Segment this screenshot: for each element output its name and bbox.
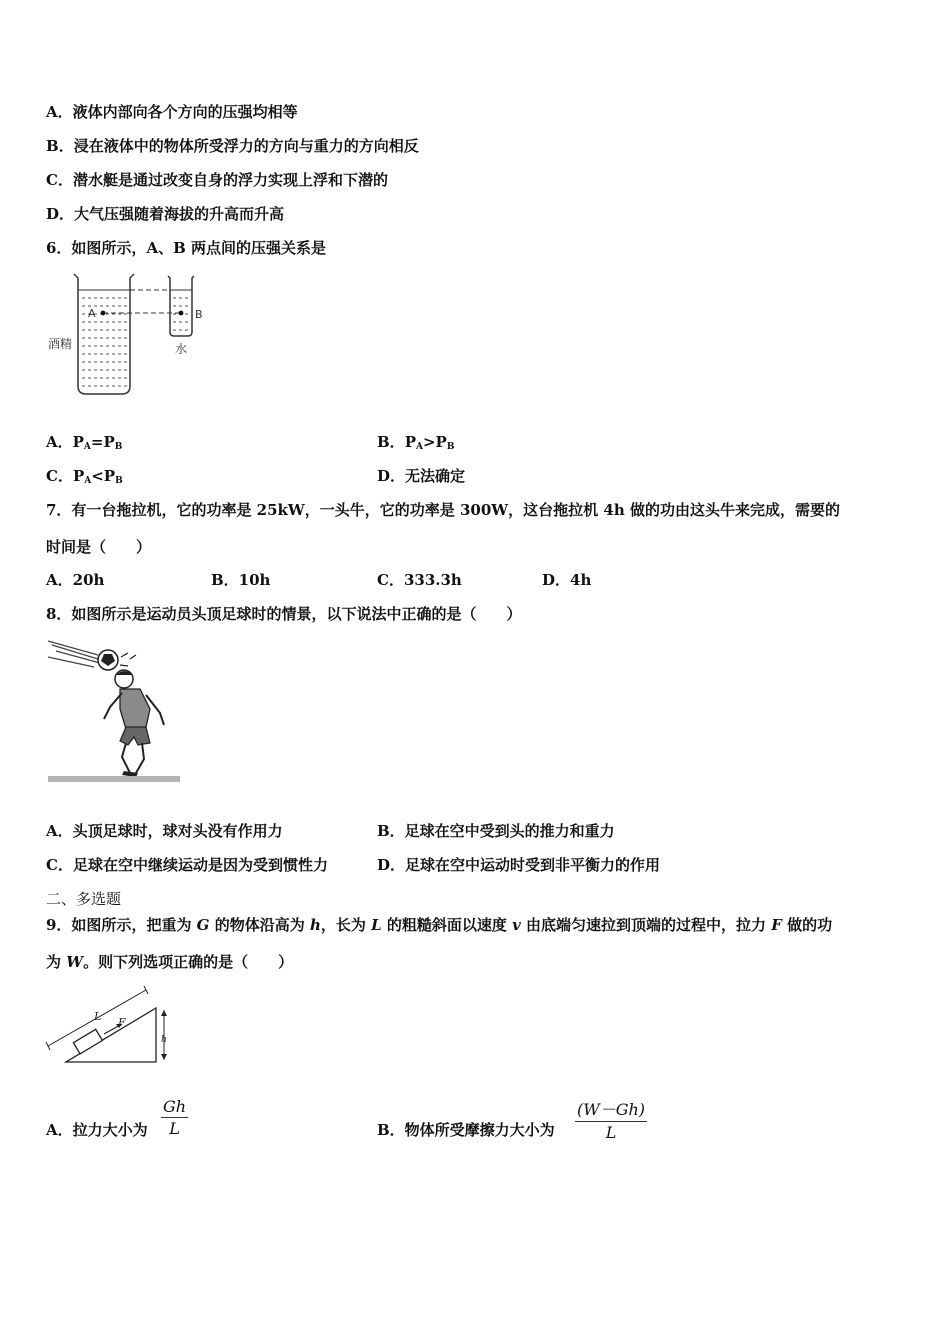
large-beaker: [74, 274, 134, 394]
relation: <: [91, 467, 104, 485]
q5-option-c: C．潜水艇是通过改变自身的浮力实现上浮和下潜的: [46, 171, 388, 189]
stem-text: 9．如图所示，把重为: [46, 916, 197, 934]
section-heading-multiple-choice: 二、多选题: [46, 890, 122, 908]
player-shirt: [120, 689, 150, 729]
q7-stem-line1: 7．有一台拖拉机，它的功率是 25kW，一头牛，它的功率是 300W，这台拖拉机 4h 做的功由这头牛来完成，需要的: [46, 501, 840, 519]
q6-option-c: [46, 466, 123, 491]
q9-option-b-label: B．物体所受摩擦力大小为: [377, 1121, 555, 1139]
var-f: F: [771, 916, 782, 934]
point-b-dot: [179, 311, 184, 316]
height-arrow-top: [161, 1010, 167, 1016]
impact-marks: [120, 653, 136, 666]
pressure-symbol: P: [72, 433, 84, 451]
q7-option-d: D．4h: [542, 571, 592, 589]
subscript: A: [83, 442, 91, 452]
relation: =: [90, 433, 104, 451]
option-text: 潜水艇是通过改变自身的浮力实现上浮和下潜的: [72, 171, 388, 189]
relation: >: [422, 433, 436, 451]
var-g: G: [196, 916, 210, 934]
stem-text: 为: [46, 953, 67, 971]
q9-stem-line2: [46, 952, 293, 972]
q7-option-a: A．20h: [46, 571, 105, 589]
player-shorts: [120, 727, 150, 745]
q8-stem: 8．如图所示是运动员头顶足球时的情景，以下说法中正确的是（ ）: [46, 605, 522, 623]
option-key: A: [46, 103, 58, 121]
length-label: L: [94, 1010, 102, 1023]
stem-text: 的粗糙斜面以速度: [381, 916, 513, 934]
q5-option-d: D．大气压强随着海拔的升高而升高: [46, 205, 285, 223]
q6-option-b: [377, 432, 454, 457]
q9-option-b-fraction: [575, 1097, 647, 1142]
fraction-numerator: (W－Gh): [575, 1097, 647, 1122]
q8-option-d: D．足球在空中运动时受到非平衡力的作用: [377, 856, 661, 874]
option-key: C．: [46, 467, 73, 485]
player-left-arm: [104, 693, 122, 719]
water-label: 水: [175, 342, 188, 356]
player-right-leg: [136, 743, 144, 773]
q9-option-a-label: A．拉力大小为: [46, 1121, 148, 1139]
height-arrow-bottom: [161, 1054, 167, 1060]
q8-option-c: C．足球在空中继续运动是因为受到惯性力: [46, 856, 328, 874]
q8-header-figure: [46, 635, 182, 785]
pressure-symbol: P: [72, 467, 85, 485]
length-tick-start: [46, 1042, 50, 1050]
q5-option-a: A．液体内部向各个方向的压强均相等: [46, 103, 298, 121]
stem-text: 的物体沿高为: [209, 916, 310, 934]
q6-option-d: [377, 466, 465, 486]
option-key: D．: [377, 467, 406, 485]
option-text: 大气压强随着海拔的升高而升高: [74, 205, 285, 223]
stem-text: 做的功: [781, 916, 833, 934]
alcohol-label: 酒精: [48, 337, 73, 351]
option-key: B: [46, 137, 59, 155]
pressure-symbol: P: [435, 433, 447, 451]
q8-option-b: B．足球在空中受到头的推力和重力: [377, 822, 615, 840]
fraction-denominator: L: [605, 1123, 617, 1142]
option-key: D: [46, 205, 60, 223]
option-text: 无法确定: [405, 467, 466, 485]
option-text: 浸在液体中的物体所受浮力的方向与重力的方向相反: [73, 137, 419, 155]
q6-option-a: [46, 432, 122, 457]
ground: [48, 776, 180, 782]
q8-option-a: A．头顶足球时，球对头没有作用力: [46, 822, 283, 840]
q7-option-b: B．10h: [211, 571, 271, 589]
stem-text: 由底端匀速拉到顶端的过程中，拉力: [520, 916, 772, 934]
point-a-dot: [101, 311, 106, 316]
q7-stem-line2: 时间是（ ）: [46, 538, 152, 556]
length-tick-end: [144, 986, 148, 994]
option-key: A．: [46, 433, 73, 451]
q9-stem-line1: [46, 915, 832, 935]
force-label: F: [118, 1016, 126, 1029]
subscript: B: [115, 476, 123, 486]
option-text: 液体内部向各个方向的压强均相等: [72, 103, 298, 121]
q7-option-c: C．333.3h: [377, 571, 462, 589]
point-a-label: A: [88, 307, 96, 320]
fraction-numerator: Gh: [163, 1097, 187, 1116]
player-left-leg: [122, 743, 130, 773]
block: [73, 1029, 102, 1054]
q6-stem: 6．如图所示，A、B 两点间的压强关系是: [46, 239, 326, 257]
stem-text: ，长为: [320, 916, 372, 934]
option-key: B．: [377, 433, 405, 451]
subscript: B: [114, 442, 123, 452]
option-key: C: [46, 171, 58, 189]
fraction-denominator: L: [169, 1119, 180, 1138]
height-label: h: [161, 1035, 167, 1045]
q5-option-b: B．浸在液体中的物体所受浮力的方向与重力的方向相反: [46, 137, 419, 155]
pressure-symbol: P: [103, 433, 115, 451]
var-l: L: [371, 916, 382, 934]
subscript: A: [84, 476, 92, 486]
q9-option-a-fraction: [161, 1097, 188, 1138]
q9-incline-figure: [44, 984, 176, 1070]
stem-text: 。则下列选项正确的是（ ）: [83, 953, 294, 971]
var-v: v: [512, 916, 521, 934]
pressure-symbol: P: [404, 433, 416, 451]
pressure-symbol: P: [103, 467, 116, 485]
var-h: h: [309, 916, 321, 934]
ball-motion-lines: [48, 641, 100, 667]
var-w: W: [66, 953, 84, 971]
q6-containers-figure: [44, 268, 210, 400]
subscript: B: [446, 442, 455, 452]
subscript: A: [415, 442, 423, 452]
point-b-label: B: [195, 308, 203, 321]
